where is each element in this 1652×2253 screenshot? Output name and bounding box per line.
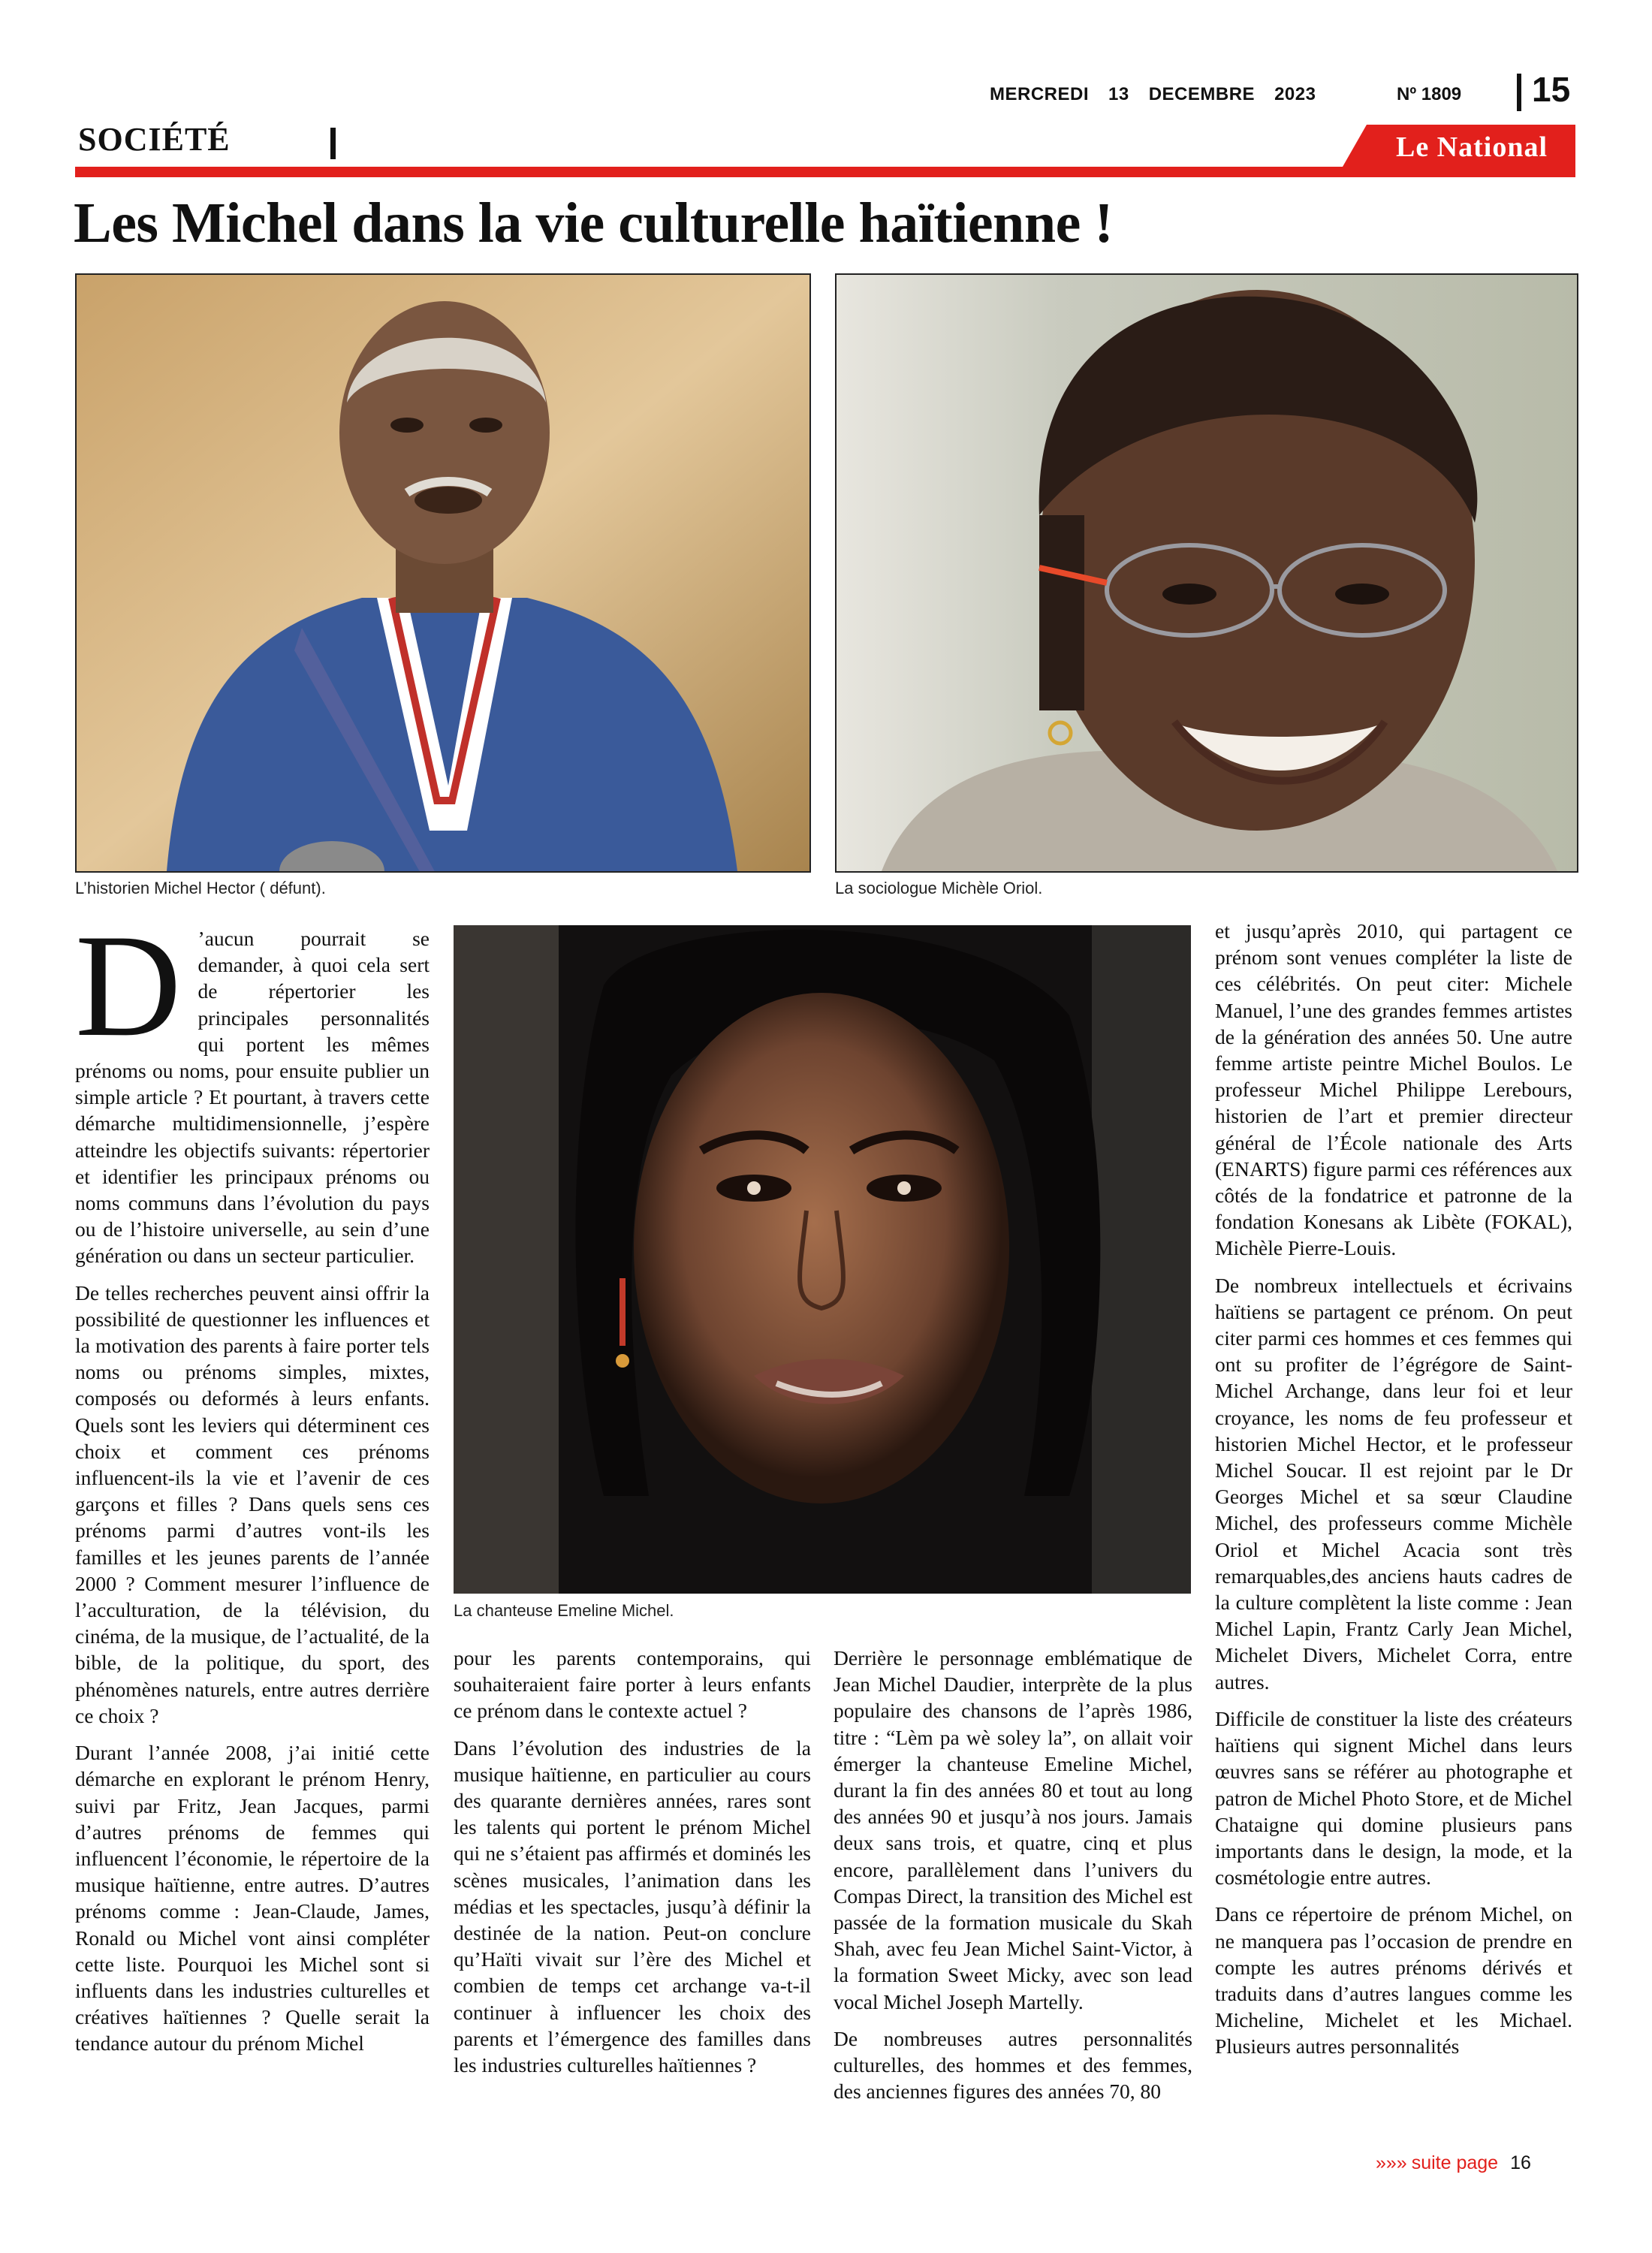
portrait-woman-braids-icon (454, 925, 1191, 1594)
issue-number: Nº 1809 (1397, 84, 1462, 104)
photo-caption: La chanteuse Emeline Michel. (454, 1601, 674, 1620)
issue-date (990, 84, 1335, 105)
article-paragraph: et jusqu’après 2010, qui partagent ce prénom sont venues compléter la liste de ces célébrités. On peut citer: Michele Manuel, l’une des grandes femmes artistes de la génération des années 50. Une autre femme artiste peintre Michel Boulos. Le professeur Michel Philippe Lerebours, historien de l’art et premier directeur général de l’École nationale des Arts (ENARTS) figure parmi ces références aux côtés de la fondatrice et patronne de la fondation Konesans ak Libète (FOKAL), Michèle Pierre-Louis. (1215, 919, 1572, 1260)
article-paragraph: De telles recherches peuvent ainsi offrir la possibilité de questionner les influences et la motivation des parents à faire porter tels noms ou prénoms simples, mixtes, composés ou deformés à leurs enfants. Quels sont les leviers qui déterminent ces choix et comment ces prénoms influencent-ils la vie et l’avenir de ces garçons et filles ? Dans quels sens ces prénoms parmi d’autres vont-ils les familles et les jeunes parents de l’année 2000 ? Comment mesurer l’influence de l’acculturation, de la télévision, du cinéma, de la musique, de l’actualité, de la bible, de la politique, du sport, des phénomènes naturels, entre autres derrière ce choix ? (75, 1280, 430, 1727)
article-paragraph (75, 925, 430, 1269)
article-column-2 (454, 1645, 811, 2155)
photo-michel-hector (75, 273, 811, 873)
portrait-woman-glasses-icon (837, 275, 1577, 871)
article-column-4 (1215, 918, 1572, 2164)
article-paragraph: Durant l’année 2008, j’ai initié cette démarche en explorant le prénom Henry, suivi par Fritz, Jean Jacques, parmi d’autres prénoms de femmes qui influencent l’économie, le répertoire de la musique haïtienne, entre autres. D’autres prénoms comme : Jean-Claude, James, Ronald ou Michel vont ainsi compléter cette liste. Pourquoi les Michel sont si influents dans les industries culturelles et créatives haïtiennes ? Quelle serait la tendance autour du prénom Michel (75, 1741, 430, 2055)
article-paragraph: Dans l’évolution des industries de la musique haïtienne, en particulier au cours des quarante dernières années, rares sont les talents qui portent le prénom Michel qui ne s’étaient pas affirmés et dominés les scènes musicales, l’animation dans les médias et les spectacles, jusqu’à définir la destinée de la nation. Peut-on conclure qu’Haïti vivait sur l’ère des Michel et combien de temps cet archange va-t-il continuer à influencer les choix des parents et l’émergence des familles dans les industries culturelles haïtiennes ? (454, 1736, 811, 2077)
portrait-man-icon (77, 275, 809, 871)
continued-label: suite page (1411, 2152, 1499, 2173)
article-paragraph: Difficile de constituer la liste des créateurs haïtiens qui signent Michel dans leurs œuvres sans se référer au photographe et patron de Michel Photo Store, et de Michel Chataigne qui domine plusieurs pans importants dans le design, la mode, et la cosmétologie entre autres. (1215, 1706, 1572, 1890)
paragraph-text: ’aucun pourrait se demander, à quoi cela sert de répertorier les principales personnalités qui portent les mêmes prénoms ou noms, pour ensuite publier un simple article ? Et pourtant, à travers cette démarche multidimensionnelle, j’espère atteindre les objectifs suivants: répertorier et identifier les principaux prénoms ou noms communs dans l’évolution du pays ou de l’histoire universelle, au sein d’une génération ou dans un secteur particulier. (75, 927, 430, 1268)
photo-caption: L’historien Michel Hector ( défunt). (75, 879, 326, 897)
section-divider (330, 128, 336, 159)
drop-cap: D (75, 925, 182, 1067)
article-paragraph: Derrière le personnage emblématique de Jean Michel Daudier, interprète de la plus populaire des chansons de l’après 1986, titre : “Lèm pa wè soley la”, on allait voir émerger la chanteuse Emeline Michel, durant la fin des années 80 et tout au long des années 90 et jusqu’à nos jours. Jamais deux sans trois, et quatre, cinq et plus encore, parallèlement dans l’univers du Compas Direct, la transition des Michel est passée de la formation musicale du Skah Shah, avec feu Jean Michel Saint-Victor, à la formation Sweet Micky, avec son lead vocal Michel Joseph Martelly. (834, 1646, 1192, 2013)
date-year: 2023 (1274, 84, 1316, 104)
article-headline: Les Michel dans la vie culturelle haïtienne ! (74, 192, 1114, 255)
article-paragraph: De nombreux intellectuels et écrivains haïtiens se partagent ce prénom. On peut citer parmi ces hommes et ces femmes qui ont su profiter de l’égrégore de Saint-Michel Archange, dans leur foi et leur croyance, les noms de feu professeur et historien Michel Hector, et le professeur Michel Soucar. Il est rejoint par le Dr Georges Michel et sa sœur Claudine Michel, des professeurs comme Michèle Oriol et Michel Acacia sont très remarquables,des anciens hauts cadres de la culture complètent la liste comme : Jean Michel Lapin, Frantz Carly Jean Michel, Michelet Divers, Michelet Corra, entre autres. (1215, 1273, 1572, 1694)
photo-caption: La sociologue Michèle Oriol. (835, 879, 1043, 897)
article-column-3 (834, 1645, 1192, 2163)
date-month: DECEMBRE (1148, 84, 1256, 104)
newspaper-brand: Le National (1395, 131, 1548, 163)
page-number-divider (1517, 74, 1521, 111)
article-paragraph: De nombreuses autres personnalités culturelles, des hommes et des femmes, des anciennes figures des années 70, 80 (834, 2026, 1192, 2104)
continued-page-number: 16 (1510, 2152, 1531, 2173)
section-title: SOCIÉTÉ (78, 121, 231, 158)
article-paragraph: pour les parents contemporains, qui souhaiteraient faire porter à leurs enfants ce prénom dans le contexte actuel ? (454, 1646, 811, 1723)
continued-arrows: »»» (1376, 2152, 1407, 2173)
article-paragraph: Dans ce répertoire de prénom Michel, on ne manquera pas l’occasion de prendre en compte les autres prénoms dérivés et traduits dans d’autres langues comme les Micheline, Michelet et les Michael. Plusieurs autres personnalités (1215, 1902, 1572, 2058)
continued-on-page[interactable] (1376, 2152, 1531, 2174)
page-number: 15 (1532, 70, 1571, 109)
date-day: MERCREDI (990, 84, 1090, 104)
photo-emeline-michel (454, 925, 1191, 1594)
article-column-1 (75, 925, 430, 2157)
date-number: 13 (1108, 84, 1129, 104)
photo-michele-oriol (835, 273, 1578, 873)
